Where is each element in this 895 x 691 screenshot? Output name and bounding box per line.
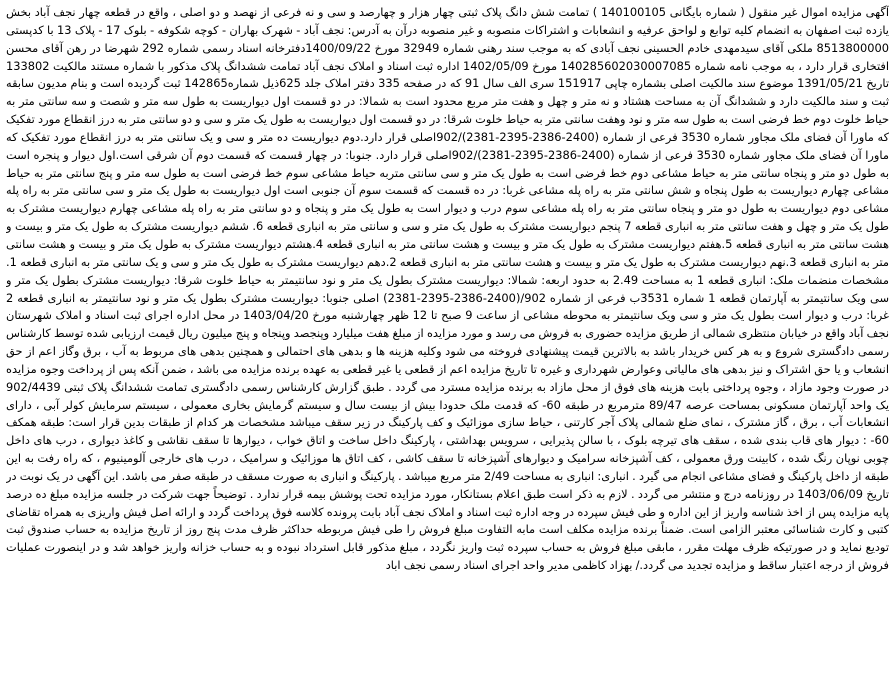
auction-notice-text: آگهی مزایده اموال غیر منقول ( شماره بایگانی 140100105 ) تمامت شش دانگ پلاک ثبتی چهار هزار و چهارصد و سی و نه فرعی از نهصد و دو اصلی ، واقع در قطعه چهار نجف آباد بخش یازده ثبت اصفهان به انضمام کلیه توابع و لواحق عرفیه و انشعابات و اشتراکات منصوبه و غیر منصوبه درآن به آدرس: نجف آباد - شهرک بهاران - کوچه شکوفه - بلوک 17 - پلاک 13 با کدپستی 8513800000 ملکی آقای سیدمهدی خادم الحسینی نجف آبادی که به موجب سند رهنی شماره 32949 مورخ 1400/09/22دفترخانه اسناد رسمی شماره 292 شهرضا در رهن آقای محسن افتخاری قرار دارد ، به موجب نامه شماره 140285602030007085 مورخ 1402/05/09 اداره ثبت اسناد و املاک نجف آباد تمامت ششدانگ پلاک مذکور با شماره مستند مالکیت 133802 تاریخ 1391/05/21 موضوع سند مالکیت اصلی بشماره چاپی 151917 سری الف سال 91 که در صفحه 335 دفتر املاک جلد 625ذیل شماره142865 ثبت گردیده است و بنام مدیون سابقه ثبت و سند مالکیت دارد و ششدانگ آن به مساحت هشتاد و نه متر و چهل و هفت متر مربع محدود است به شمالا: در دو قسمت اول دیواریست به طول سه متر و شصت و سه سانتی متر به حیاط خلوت دوم خط فرضی است به طول سه متر و نود وهفت سانتی متر به حیاط خلوت شرقا: در دو قسمت اول دیواریست به طول یک متر و سی و دو سانتی متر به درز انقطاع مورد تفکیک که ماورا آن فضای ملک مجاور شماره 3530 فرعی از شماره (2400-2386-2395-2381)/902اصلی قرار دارد.دوم دیواریست ده متر و سی و یک سانتی متر به درز انقطاع مورد تفکیک که ماورا آن فضای ملک مجاور شماره 3530 فرعی از شماره (2400-2386-2395-2381)/902اصلی قرار دارد. جنوبا: در چهار قسمت که قسمت دوم آن شرقی است.اول دیوار و پنجره است به طول دو متر و پنجاه سانتی متر به حیاط مشاعی دوم خط فرضی است به طول یک متر و سی سانتی متربه حیاط مشاعی سوم خط فرضی است به طول سه متر و پنج سانتی متر به حیاط مشاعی چهارم دیواریست به طول پنجاه و شش سانتی متر به راه پله مشاعی غربا: در ده قسمت که قسمت سوم آن جنوبی است اول دیواریست به طول یک متر و سی سانتی متر به راه پله مشاعی دوم دیواریست به طول دو متر و پنجاه سانتی متر به راه پله مشاعی سوم درب و دیوار است به طول یک متر و پنجاه و دو سانتی متر به راه پله مشاعی چهارم دیواریست مشترک به طول یک متر و چهل و هفت سانتی متر به انباری قطعه 7 پنجم دیواریست مشترک به طول یک متر و سی و سانتی متر به انباری قطعه 6. ششم دیواریست مشترک به طول یک متر و بیست و هشت سانتی متر به انباری قطعه 5.هفتم دیواریست مشترک به طول یک متر و بیست و هشت سانتی متر به انباری قطعه 4.هشتم دیواریست مشترک به طول یک متر و بیست و هشت سانتی متر به انباری قطعه 3.نهم دیواریست مشترک به طول یک متر و بیست و هشت سانتی متر به انباری قطعه 2.دهم دیواریست مشترک به طول یک متر و سی و یک سانتی متر به انباری قطعه 1. مشخصات منضمات ملک: انباری قطعه 1 به مساحت 2.49 به حدود اربعه: شمالا: دیواریست مشترک بطول یک متر و نود سانتیمتر به حیاط خلوت شرقا: دیواریست مشترک بطول یک متر و سی ویک سانتیمتر به آپارتمان قطعه 1 شماره 3531ب فرعی از شماره 902/(2400-2386-2395-2381) اصلی جنوبا: دیواریست مشترک بطول یک متر و نود سانتیمتر به انباری قطعه 2 غربا: درب و دیوار است بطول یک متر و سی ویک سانتیمتر به محوطه مشاعی از ساعت 9 صبح تا 12 ظهر چهارشنبه مورخ 1403/04/20 در محل اداره اجرای ثبت اسناد و املاک شهرستان نجف آباد واقع در خیابان منتظری شمالی از طریق مزایده حضوری به فروش می رسد و مورد مزایده از مبلغ هفت میلیارد وپنجصد وپنجاه و پنج میلیون ریال قیمت ارزیابی شده توسط کارشناس رسمی دادگستری شروع و به هر کس خریدار باشد به بالاترین قیمت پیشنهادی فروخته می شود وکلیه هزینه ها و بدهی های احتمالی و همچنین بدهی های مربوط به آب ، برق وگاز اعم از حق انشعاب و یا حق اشتراک و نیز بدهی های مالیاتی وعوارض شهرداری و غیره تا تاریخ مزایده اعم از قطعی یا غیر قطعی به عهده برنده مزایده می باشد ، ضمن آنکه پس از پرداخت وجوه مزایده در صورت وجود مازاد ، وجوه پرداختی بابت هزینه های فوق از محل مازاد به برنده مزایده مسترد می گردد . طبق گزارش کارشناس رسمی دادگستری تمامت ششدانگ پلاک ثبتی 902/4439 یک واحد آپارتمان مسکونی بمساحت عرصه 89/47 مترمربع در طبقه 60- که قدمت ملک حدودا بیش از بیست سال و سیستم گرمایش بخاری معمولی ، سیستم سرمایش کولر آبی ، دارای انشعابات آب ، برق ، گاز مشترک ، نمای ضلع شمالی پلاک آجر کارتنی ، حیاط سازی موزائیک و کف پارکینگ در زیر سقف میباشد مشخصات هر کدام از طبقات بدین قرار است: طبقه همکف 60- : دیوار های قاب بندی شده ، سقف های تیرچه بلوک ، با سالن پذیرایی ، سرویس بهداشتی ، پارکینگ داخل ساخت و اتاق خواب ، دیوارها تا سقف نقاشی و کاغذ دیواری ، درب های داخل چوبی نوپان رنگ شده ، کابینت ورق معمولی ، کف آشپزخانه سرامیک و دیوارهای آشپزخانه تا سقف کاشی ، کف اتاق ها موزائیک و سرامیک ، درب های خارجی آلومینیوم ، که راه رفت به این طبقه از داخل پارکینگ و فضای مشاعی انجام می گیرد . انباری: انباری به مساحت 2/49 متر مربع میباشد . پارکینگ و انباری به صورت مسقف در طبقه صفر می باشد. این آگهی در یک نوبت در تاریخ 1403/06/09 در روزنامه درج و منتشر می گردد . لازم به ذکر است طبق اعلام بستانکار، مورد مزایده تحت پوشش بیمه قرار ندارد . توضیحاً جهت شرکت در جلسه مزایده مبلغ ده درصد پایه مزایده پس از اخذ شناسه واریز از این اداره و طی فیش سپرده در وجه اداره ثبت اسناد و املاک نجف آباد بابت پرونده کلاسه فوق پرداخت گردد و ارائه اصل فیش واریزی به همراه تقاضای کتبی و کارت شناسائی معتبر الزامی است. ضمناً برنده مزایده مکلف است مابه التفاوت مبلغ فروش را طی فیش مربوطه حداکثر ظرف مدت پنج روز از تاریخ مزایده به حساب صندوق ثبت تودیع نماید و در صورتیکه ظرف مهلت مقرر ، مابقی مبلغ فروش به حساب سپرده ثبت واریز نگردد ، مبلغ مذکور قابل استرداد نبوده و به حساب خزانه واریز خواهد شد و در اینصورت عملیات فروش از درجه اعتبار ساقط و مزایده تجدید می گردد./ بهزاد کاظمی مدیر واحد اجرای اسناد رسمی نجف اباد [6, 5, 889, 573]
